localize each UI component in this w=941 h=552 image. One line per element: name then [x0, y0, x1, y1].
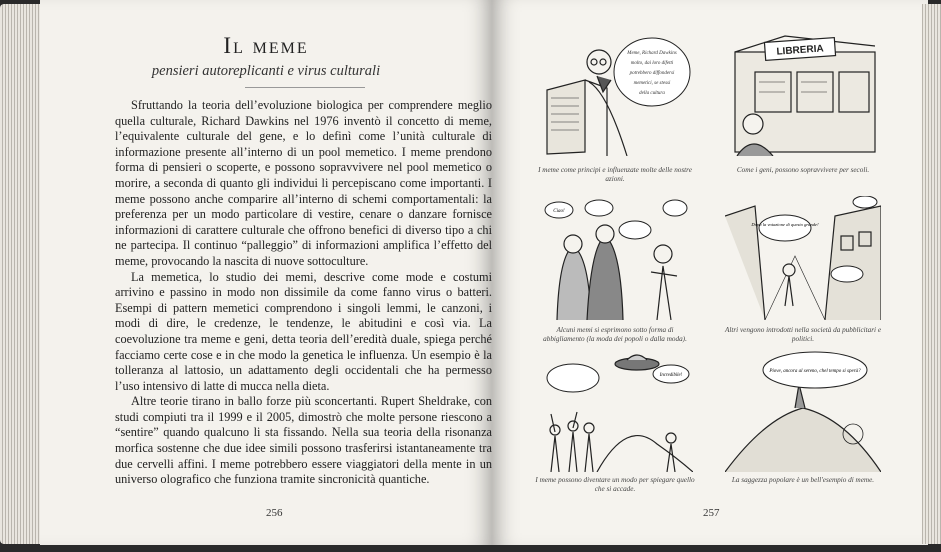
- right-page: [492, 0, 928, 545]
- chapter-subtitle: pensieri autoreplicanti e virus culturali: [151, 63, 381, 79]
- title-rule: [245, 87, 365, 88]
- illustration-ufo: [537, 348, 693, 472]
- svg-text:molto, dai loro difetti: molto, dai loro difetti: [630, 61, 674, 66]
- caption-6: La saggezza popolare è un bell'esempio di meme.: [731, 476, 875, 484]
- caption-1: I meme come principi e influenzate molte delle nostre azioni.: [538, 166, 692, 183]
- caption-4: Altri vengono introdotti nella società da pubblicitari e politici.: [724, 326, 882, 343]
- illustration-bookshop: [725, 32, 881, 156]
- chapter-title: Il meme: [223, 33, 309, 58]
- svg-text:Dopo la votazione di questo gr: Dopo la votazione di questo grande!: [751, 222, 819, 227]
- page-number-left: 256: [266, 507, 283, 519]
- svg-text:Meme, Richard Dawkins: Meme, Richard Dawkins: [627, 51, 677, 56]
- page-number-right: 257: [703, 507, 720, 519]
- sign-text: LIBRERIA: [776, 43, 825, 58]
- body-text: [115, 98, 492, 488]
- paragraph: La memetica, lo studio dei memi, descrive come mode e costumi arrivino e passino in modo non dissimile da come fanno virus o batteri. Esempi di pattern memetici comprendono i singoli lemmi, le canzoni, i modi di dire, le credenze, le tendenze, le abitudini e così via. La coevoluzione tra meme e geni, detta teoria dell’eredità duale, spiega perché facciamo certe cose e in che modo la genetica le influenza. Un esempio è la tolleranza al lattosio, un adattamento degli occidentali che ha permesso l’uso intensivo di latte di mucca nella dieta.: [115, 269, 492, 393]
- caption-3: Alcuni memi si esprimono sotto forma di abbigliamento (la moda dei popoli o dalla moda).: [543, 326, 687, 343]
- page-edges-right: [922, 4, 941, 544]
- illustration-hilltop: [725, 348, 881, 472]
- svg-text:memetici, se stessi: memetici, se stessi: [633, 81, 671, 86]
- caption-2: Come i geni, possono sopravvivere per secoli.: [736, 166, 870, 174]
- svg-text:Incredibile!: Incredibile!: [659, 373, 683, 378]
- illustration-newspaper-reader: [537, 32, 693, 156]
- illustration-conversation: [537, 196, 693, 320]
- svg-text:della cultura: della cultura: [639, 91, 665, 96]
- illustration-street: [725, 196, 881, 320]
- svg-text:Ciao!: Ciao!: [553, 209, 565, 214]
- caption-5: I meme possono diventare un modo per spiegare quello che si accade.: [535, 476, 695, 493]
- paragraph: Sfruttando la teoria dell’evoluzione biologica per comprendere meglio quella culturale, Richard Dawkins nel 1976 inventò il concetto di meme, l’equivalente culturale del gene, e lo definì come l’unità culturale di informazione presente all’interno di un pool memetico. I meme prendono forma di pensieri o scoperte, e possono sopravvivere nel pool memetico o morire, a seconda di quanto gli individui li percepiscano come importanti. I meme possono anche comparire all’interno di schemi comportamentali: la preferenza per un modo particolare di vestire, cenare o danzare fornisce informazioni di carattere culturale che offrono benefici di diverso tipo a chi ne partecipa. Il continuo “palleggio” di informazioni amplifica l’effetto del meme, provocando la nascita di nuove sottoculture.: [115, 98, 492, 268]
- svg-text:potrebbero diffondersi: potrebbero diffondersi: [629, 71, 675, 76]
- paragraph: Altre teorie tirano in ballo forze più sconcertanti. Rupert Sheldrake, con studi compiuti tra il 1999 e il 2005, dimostrò che molte persone riescono a “sentire” quando qualcuno li sta fissando. Nella sua teoria della risonanza morfica sostenne che due idee simili possono trasferirsi istantaneamente tra due cervelli affini. I meme potrebbero essere viaggiatori della mente in un universo olografico che funziona tramite sincronicità quantiche.: [115, 394, 492, 487]
- left-page: [40, 0, 492, 545]
- svg-text:Piove, ancora al sereno, chel: Piove, ancora al sereno, chel tempo si sperà?: [769, 369, 861, 374]
